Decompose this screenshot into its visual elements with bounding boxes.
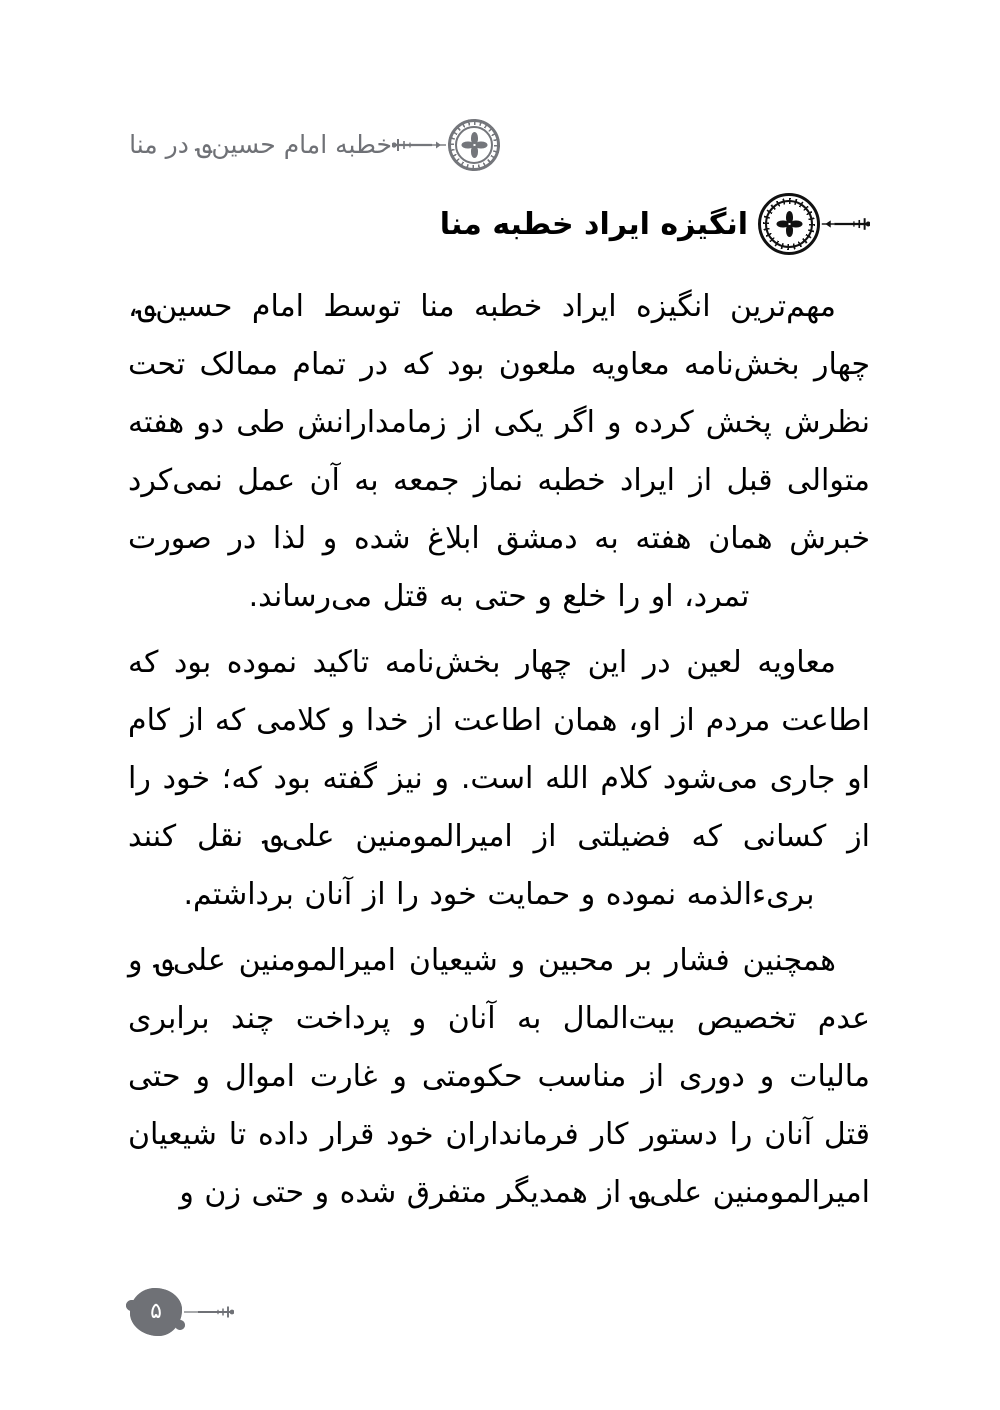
flourish-icon xyxy=(392,135,448,155)
section-heading xyxy=(130,186,870,262)
medallion-rosette-icon xyxy=(448,119,500,171)
running-header xyxy=(130,112,510,178)
flourish-icon xyxy=(820,214,870,234)
medallion-rosette-icon xyxy=(758,193,820,255)
paragraph: معاویه لعین در این چهار بخش‌نامه تاکید نموده بود که اطاعت مردم از او، همان اطاعت از خدا و کلامی که از کام او جاری می‌شود کلام الله است. و نیز گفته بود که؛ خود را از کسانی که فضیلتی از امیرالمومنین علی؈ نقل کنند بری‌ءالذمه نموده و حمایت خود را از آنان برداشتم. xyxy=(128,645,870,912)
running-header-title: خطبه امام حسین؈ در منا xyxy=(129,130,392,159)
flourish-icon xyxy=(182,1303,234,1321)
header-ornament xyxy=(392,119,500,171)
paragraph: مهم‌ترین انگیزه ایراد خطبه منا توسط امام حسین؈، چهار بخش‌نامه معاویه ملعون بود که در تمام ممالک تحت نظرش پخش کرده و اگر یکی از زمامدارانش طی دو هفته متوالی قبل از ایراد خطبه نماز جمعه به آن عمل نمی‌کرد خبرش همان هفته به دمشق ابلاغ شده و لذا در صورت تمرد، او را خلع و حتی به قتل می‌رساند. xyxy=(128,289,870,614)
ink-splat-icon xyxy=(130,1288,182,1336)
paragraph: همچنین فشار بر محبین و شیعیان امیرالمومنین علی؈ و عدم تخصیص بیت‌المال به آنان و پرداخت چند برابری مالیات و دوری از مناسب حکومتی و غارت اموال و حتی قتل آنان را دستور کار فرمانداران خود قرار داده تا شیعیان امیرالمومنین علی؈ از همدیگر متفرق شده و حتی زن و xyxy=(128,943,870,1210)
page-number: ۵ xyxy=(150,1299,162,1324)
page-footer xyxy=(130,1282,390,1342)
body-content xyxy=(128,278,870,1230)
section-heading-title: انگیزه ایراد خطبه منا xyxy=(439,206,748,242)
section-heading-ornament xyxy=(758,193,870,255)
